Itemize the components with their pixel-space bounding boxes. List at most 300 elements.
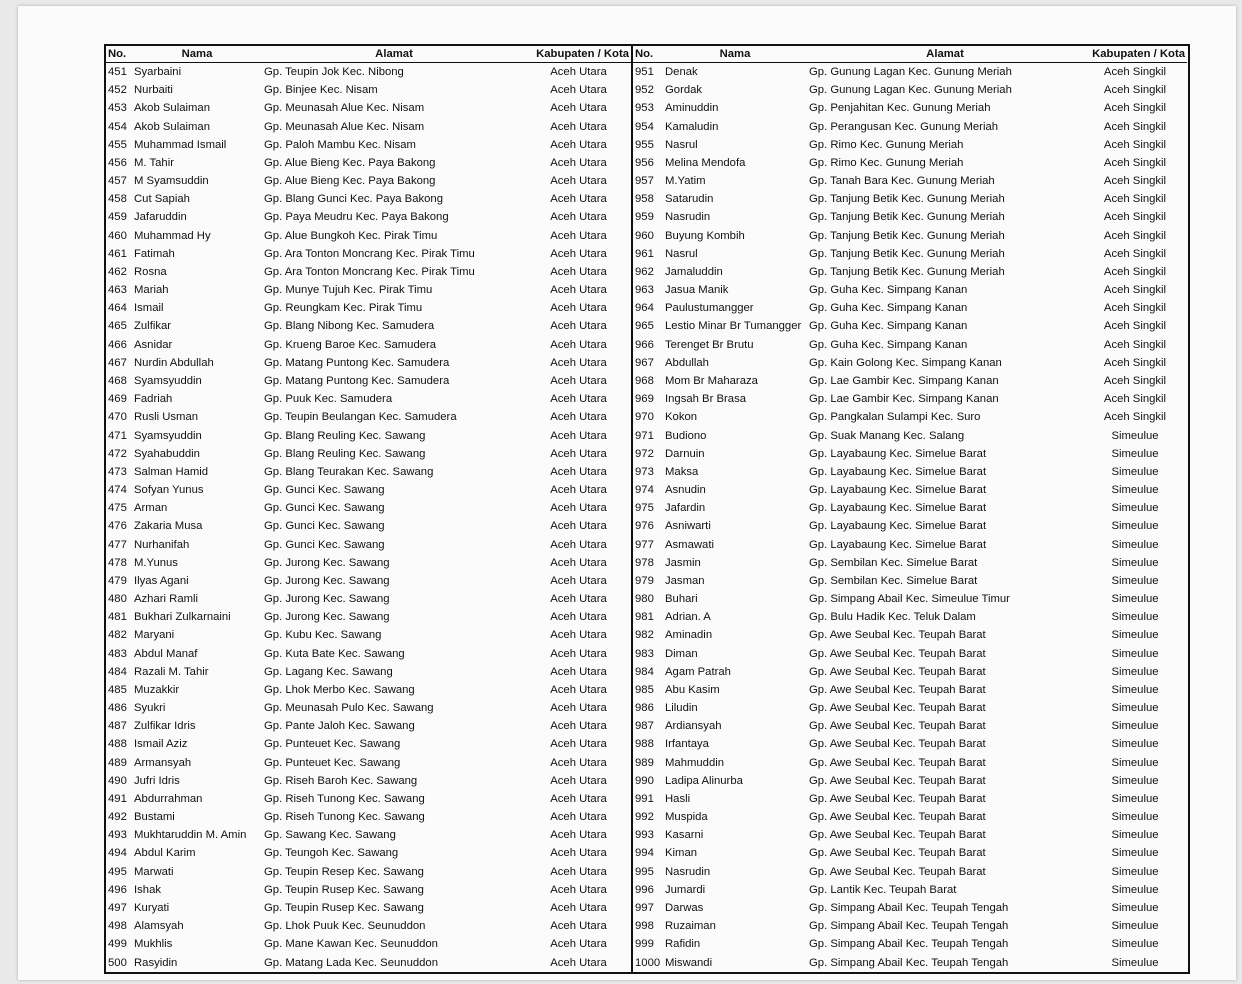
cell-nama: Muhammad Hy (134, 229, 211, 242)
cell-nama: Alamsyah (134, 920, 184, 933)
table-row (106, 808, 632, 826)
table-row (633, 863, 1187, 881)
cell-no: 474 (108, 484, 127, 497)
table-row (106, 499, 632, 517)
cell-alamat: Gp. Alue Bieng Kec. Paya Bakong (264, 175, 436, 188)
cell-alamat: Gp. Awe Seubal Kec. Teupah Barat (809, 702, 986, 715)
cell-no: 963 (635, 284, 654, 297)
table-row (106, 227, 632, 245)
cell-alamat: Gp. Meunasah Alue Kec. Nisam (264, 102, 425, 115)
table-row (633, 408, 1187, 426)
table-row (106, 172, 632, 190)
cell-no: 995 (635, 865, 654, 878)
table-row (106, 590, 632, 608)
cell-nama: Azhari Ramli (134, 593, 199, 606)
cell-no: 475 (108, 502, 127, 515)
table-row (633, 172, 1187, 190)
cell-nama: Zulfikar (134, 320, 172, 333)
cell-no: 461 (108, 247, 127, 260)
cell-kabupaten: Aceh Utara (550, 629, 607, 642)
cell-alamat: Gp. Munye Tujuh Kec. Pirak Timu (264, 284, 433, 297)
table-row (106, 517, 632, 535)
cell-kabupaten: Aceh Utara (550, 829, 607, 842)
cell-alamat: Gp. Meunasah Alue Kec. Nisam (264, 120, 425, 133)
cell-nama: Jufri Idris (134, 774, 180, 787)
cell-alamat: Gp. Awe Seubal Kec. Teupah Barat (809, 829, 986, 842)
cell-nama: Ismail Aziz (134, 738, 188, 751)
cell-nama: Abdul Karim (134, 847, 196, 860)
table-row (633, 844, 1187, 862)
table-row (633, 917, 1187, 935)
table-row (633, 245, 1187, 263)
cell-alamat: Gp. Gunci Kec. Sawang (264, 538, 385, 551)
cell-nama: Jumardi (665, 883, 706, 896)
cell-alamat: Gp. Jurong Kec. Sawang (264, 556, 390, 569)
cell-no: 969 (635, 393, 654, 406)
cell-nama: Ishak (134, 883, 162, 896)
cell-nama: Rosna (134, 265, 167, 278)
cell-alamat: Gp. Pangkalan Sulampi Kec. Suro (809, 411, 981, 424)
cell-alamat: Gp. Riseh Baroh Kec. Sawang (264, 774, 418, 787)
cell-kabupaten: Aceh Singkil (1103, 193, 1167, 206)
cell-kabupaten: Aceh Utara (550, 665, 607, 678)
cell-alamat: Gp. Kuta Bate Kec. Sawang (264, 647, 405, 660)
cell-no: 987 (635, 720, 654, 733)
cell-nama: Bustami (134, 811, 175, 824)
table-row (633, 317, 1187, 335)
table-row (633, 517, 1187, 535)
cell-nama: M Syamsuddin (134, 175, 209, 188)
cell-nama: Abdurrahman (134, 792, 203, 805)
cell-nama: Terenget Br Brutu (665, 338, 754, 351)
table-row (633, 154, 1187, 172)
cell-nama: Kasarni (665, 829, 704, 842)
cell-alamat: Gp. Simpang Abail Kec. Teupah Tengah (809, 901, 1009, 914)
cell-kabupaten: Aceh Singkil (1103, 120, 1167, 133)
cell-kabupaten: Simeulue (1111, 683, 1159, 696)
cell-alamat: Gp. Lhok Puuk Kec. Seunuddon (264, 920, 426, 933)
cell-kabupaten: Aceh Utara (550, 193, 607, 206)
cell-no: 477 (108, 538, 127, 551)
cell-nama: M. Tahir (134, 156, 174, 169)
cell-no: 951 (635, 66, 654, 79)
cell-no: 458 (108, 193, 127, 206)
table-row (633, 190, 1187, 208)
table-row (106, 881, 632, 899)
cell-alamat: Gp. Layabaung Kec. Simelue Barat (809, 447, 987, 460)
cell-kabupaten: Aceh Utara (550, 265, 607, 278)
cell-alamat: Gp. Lae Gambir Kec. Simpang Kanan (809, 375, 999, 387)
cell-alamat: Gp. Awe Seubal Kec. Teupah Barat (809, 720, 986, 733)
cell-nama: Cut Sapiah (134, 193, 190, 206)
table-row (633, 735, 1187, 753)
table-row (106, 554, 632, 572)
table-row (106, 735, 632, 753)
cell-alamat: Gp. Blang Nibong Kec. Samudera (264, 320, 435, 333)
cell-kabupaten: Aceh Utara (550, 138, 607, 151)
cell-alamat: Gp. Rimo Kec. Gunung Meriah (809, 156, 964, 169)
cell-alamat: Gp. Teupin Rusep Kec. Sawang (264, 901, 424, 914)
cell-no: 976 (635, 520, 654, 533)
cell-nama: M.Yunus (134, 556, 178, 569)
table-row (633, 299, 1187, 317)
cell-alamat: Gp. Tanjung Betik Kec. Gunung Meriah (809, 265, 1005, 278)
cell-no: 497 (108, 901, 127, 914)
table-row (633, 899, 1187, 917)
cell-alamat: Gp. Jurong Kec. Sawang (264, 611, 390, 624)
cell-alamat: Gp. Teupin Rusep Kec. Sawang (264, 883, 424, 896)
cell-no: 488 (108, 738, 127, 751)
cell-alamat: Gp. Simpang Abail Kec. Teupah Tengah (809, 920, 1009, 933)
cell-alamat: Gp. Gunci Kec. Sawang (264, 484, 385, 497)
cell-nama: Abdullah (665, 356, 709, 369)
cell-no: 489 (108, 756, 127, 769)
cell-nama: Sofyan Yunus (134, 484, 204, 497)
cell-no: 957 (635, 175, 654, 188)
cell-kabupaten: Aceh Utara (550, 593, 607, 606)
cell-nama: Miswandi (665, 956, 713, 969)
cell-kabupaten: Aceh Utara (550, 302, 607, 315)
cell-nama: Agam Patrah (665, 665, 731, 678)
table-row (106, 681, 632, 699)
cell-nama: Abdul Manaf (134, 647, 198, 660)
cell-nama: Asnidar (134, 338, 173, 351)
cell-kabupaten: Aceh Utara (550, 84, 607, 97)
table-row (106, 245, 632, 263)
cell-nama: Marwati (134, 865, 174, 878)
cell-alamat: Gp. Pante Jaloh Kec. Sawang (264, 720, 415, 733)
cell-alamat: Gp. Ara Tonton Moncrang Kec. Pirak Timu (264, 247, 475, 260)
table-row (633, 645, 1187, 663)
table-row (106, 81, 632, 99)
cell-kabupaten: Aceh Utara (550, 538, 607, 551)
cell-kabupaten: Aceh Utara (550, 411, 607, 424)
cell-no: 481 (108, 611, 127, 624)
cell-no: 983 (635, 647, 654, 660)
cell-alamat: Gp. Awe Seubal Kec. Teupah Barat (809, 865, 986, 878)
cell-nama: Mariah (134, 284, 169, 297)
cell-nama: Diman (665, 647, 698, 660)
cell-nama: Nurbaiti (134, 84, 173, 97)
cell-kabupaten: Simeulue (1111, 538, 1159, 551)
cell-nama: Syamsyuddin (134, 375, 202, 387)
cell-kabupaten: Simeulue (1111, 883, 1159, 896)
cell-nama: Ilyas Agani (134, 574, 189, 587)
cell-kabupaten: Aceh Utara (550, 938, 607, 951)
cell-alamat: Gp. Simpang Abail Kec. Simeulue Timur (809, 593, 1010, 606)
cell-no: 470 (108, 411, 127, 424)
cell-no: 463 (108, 284, 127, 297)
cell-kabupaten: Simeulue (1111, 520, 1159, 533)
cell-nama: Hasli (665, 792, 691, 805)
cell-kabupaten: Simeulue (1111, 938, 1159, 951)
cell-nama: Ismail (134, 302, 164, 315)
cell-kabupaten: Aceh Singkil (1103, 393, 1167, 406)
cell-kabupaten: Simeulue (1111, 647, 1159, 660)
table-row (633, 354, 1187, 372)
cell-alamat: Gp. Perangusan Kec. Gunung Meriah (809, 120, 999, 133)
cell-no: 469 (108, 393, 127, 406)
cell-nama: Mukhlis (134, 938, 173, 951)
header-nama: Nama (663, 46, 807, 63)
table-row (633, 99, 1187, 117)
cell-kabupaten: Aceh Singkil (1103, 411, 1167, 424)
table-row (633, 754, 1187, 772)
recipient-table-left (106, 46, 633, 972)
cell-no: 962 (635, 265, 654, 278)
cell-no: 984 (635, 665, 654, 678)
table-row (633, 554, 1187, 572)
cell-no: 960 (635, 229, 654, 242)
cell-no: 476 (108, 520, 127, 533)
table-row (633, 681, 1187, 699)
table-row (633, 826, 1187, 844)
table-row (106, 99, 632, 117)
cell-no: 484 (108, 665, 127, 678)
cell-no: 483 (108, 647, 127, 660)
cell-nama: Asnudin (665, 484, 706, 497)
cell-no: 975 (635, 502, 654, 515)
cell-alamat: Gp. Layabaung Kec. Simelue Barat (809, 538, 987, 551)
cell-nama: Jasmin (665, 556, 701, 569)
table-row (633, 481, 1187, 499)
table-row (106, 390, 632, 408)
cell-no: 999 (635, 938, 654, 951)
cell-alamat: Gp. Layabaung Kec. Simelue Barat (809, 520, 987, 533)
cell-alamat: Gp. Blang Teurakan Kec. Sawang (264, 465, 434, 478)
cell-kabupaten: Aceh Singkil (1103, 102, 1167, 115)
header-kabupaten: Kabupaten / Kota (1083, 46, 1187, 63)
cell-alamat: Gp. Awe Seubal Kec. Teupah Barat (809, 738, 986, 751)
cell-kabupaten: Aceh Utara (550, 465, 607, 478)
cell-no: 977 (635, 538, 654, 551)
cell-nama: Jafaruddin (134, 211, 187, 224)
cell-nama: Syukri (134, 702, 166, 715)
table-row (106, 190, 632, 208)
cell-nama: M.Yatim (665, 175, 706, 188)
cell-nama: Lestio Minar Br Tumangger (665, 320, 802, 333)
cell-nama: Akob Sulaiman (134, 102, 210, 115)
cell-alamat: Gp. Gunung Lagan Kec. Gunung Meriah (809, 66, 1012, 79)
cell-alamat: Gp. Matang Puntong Kec. Samudera (264, 356, 450, 369)
cell-no: 452 (108, 84, 127, 97)
cell-alamat: Gp. Awe Seubal Kec. Teupah Barat (809, 756, 986, 769)
cell-kabupaten: Aceh Singkil (1103, 338, 1167, 351)
cell-nama: Irfantaya (665, 738, 709, 751)
cell-kabupaten: Aceh Utara (550, 356, 607, 369)
cell-nama: Ruzaiman (665, 920, 716, 933)
cell-nama: Syamsyuddin (134, 429, 202, 442)
header-kabupaten: Kabupaten / Kota (526, 46, 632, 63)
cell-nama: Darwas (665, 901, 704, 914)
cell-no: 492 (108, 811, 127, 824)
cell-alamat: Gp. Punteuet Kec. Sawang (264, 738, 401, 751)
table-row (633, 81, 1187, 99)
cell-no: 472 (108, 447, 127, 460)
table-row (633, 336, 1187, 354)
cell-alamat: Gp. Suak Manang Kec. Salang (809, 429, 965, 442)
cell-no: 967 (635, 356, 654, 369)
cell-alamat: Gp. Reungkam Kec. Pirak Timu (264, 302, 423, 315)
table-header-row (106, 46, 632, 63)
cell-alamat: Gp. Paloh Mambu Kec. Nisam (264, 138, 416, 151)
cell-no: 989 (635, 756, 654, 769)
cell-nama: Nurhanifah (134, 538, 190, 551)
cell-nama: Kamaludin (665, 120, 719, 133)
cell-nama: Gordak (665, 84, 703, 97)
cell-nama: Nasrul (665, 247, 698, 260)
table-row (106, 772, 632, 790)
cell-kabupaten: Simeulue (1111, 611, 1159, 624)
cell-kabupaten: Aceh Singkil (1103, 356, 1167, 369)
table-row (106, 790, 632, 808)
cell-nama: Salman Hamid (134, 465, 209, 478)
cell-no: 961 (635, 247, 654, 260)
cell-alamat: Gp. Jurong Kec. Sawang (264, 574, 390, 587)
cell-nama: Kokon (665, 411, 698, 424)
cell-kabupaten: Aceh Utara (550, 211, 607, 224)
table-row (633, 208, 1187, 226)
cell-nama: Ingsah Br Brasa (665, 393, 747, 406)
cell-kabupaten: Simeulue (1111, 829, 1159, 842)
cell-no: 479 (108, 574, 127, 587)
cell-kabupaten: Aceh Utara (550, 792, 607, 805)
cell-no: 451 (108, 66, 127, 79)
cell-kabupaten: Aceh Utara (550, 320, 607, 333)
table-row (106, 263, 632, 281)
cell-nama: Nasrudin (665, 865, 711, 878)
cell-no: 968 (635, 375, 654, 387)
cell-nama: Asmawati (665, 538, 714, 551)
cell-no: 455 (108, 138, 127, 151)
table-row (106, 372, 632, 390)
cell-no: 972 (635, 447, 654, 460)
table-row (106, 118, 632, 136)
table-row (106, 136, 632, 154)
cell-no: 998 (635, 920, 654, 933)
table-row (106, 208, 632, 226)
cell-nama: Abu Kasim (665, 683, 720, 696)
cell-nama: Armansyah (134, 756, 192, 769)
cell-no: 454 (108, 120, 127, 133)
cell-kabupaten: Simeulue (1111, 465, 1159, 478)
cell-kabupaten: Aceh Utara (550, 611, 607, 624)
cell-nama: Liludin (665, 702, 698, 715)
cell-no: 490 (108, 774, 127, 787)
cell-alamat: Gp. Jurong Kec. Sawang (264, 593, 390, 606)
table-row (106, 354, 632, 372)
cell-kabupaten: Aceh Singkil (1103, 175, 1167, 188)
cell-kabupaten: Aceh Utara (550, 393, 607, 406)
table-row (106, 935, 632, 953)
cell-no: 974 (635, 484, 654, 497)
cell-nama: Rusli Usman (134, 411, 199, 424)
cell-no: 952 (635, 84, 654, 97)
cell-nama: Zakaria Musa (134, 520, 203, 533)
cell-nama: Nurdin Abdullah (134, 356, 214, 369)
cell-no: 460 (108, 229, 127, 242)
cell-alamat: Gp. Krueng Baroe Kec. Samudera (264, 338, 437, 351)
cell-alamat: Gp. Riseh Tunong Kec. Sawang (264, 792, 425, 805)
cell-nama: Mom Br Maharaza (665, 375, 758, 387)
cell-nama: Paulustumangger (665, 302, 754, 315)
cell-alamat: Gp. Guha Kec. Simpang Kanan (809, 338, 968, 351)
cell-nama: Bukhari Zulkarnaini (134, 611, 231, 624)
cell-no: 988 (635, 738, 654, 751)
cell-no: 493 (108, 829, 127, 842)
table-row (106, 899, 632, 917)
cell-kabupaten: Aceh Singkil (1103, 320, 1167, 333)
table-row (633, 808, 1187, 826)
cell-nama: Denak (665, 66, 698, 79)
cell-kabupaten: Simeulue (1111, 447, 1159, 460)
cell-nama: Fatimah (134, 247, 175, 260)
cell-alamat: Gp. Lhok Merbo Kec. Sawang (264, 683, 415, 696)
cell-kabupaten: Simeulue (1111, 429, 1159, 442)
cell-kabupaten: Aceh Utara (550, 338, 607, 351)
cell-kabupaten: Aceh Utara (550, 811, 607, 824)
cell-kabupaten: Aceh Utara (550, 738, 607, 751)
cell-alamat: Gp. Riseh Tunong Kec. Sawang (264, 811, 425, 824)
cell-nama: Melina Mendofa (665, 156, 746, 169)
cell-kabupaten: Aceh Singkil (1103, 84, 1167, 97)
cell-no: 487 (108, 720, 127, 733)
table-row (633, 136, 1187, 154)
cell-no: 982 (635, 629, 654, 642)
table-row (106, 645, 632, 663)
cell-no: 954 (635, 120, 654, 133)
cell-no: 1000 (635, 956, 661, 969)
table-row (633, 263, 1187, 281)
cell-alamat: Gp. Awe Seubal Kec. Teupah Barat (809, 792, 986, 805)
cell-no: 498 (108, 920, 127, 933)
table-row (633, 426, 1187, 444)
cell-kabupaten: Aceh Utara (550, 574, 607, 587)
cell-no: 494 (108, 847, 127, 860)
cell-no: 971 (635, 429, 654, 442)
cell-no: 978 (635, 556, 654, 569)
table-row (106, 481, 632, 499)
table-row (106, 463, 632, 481)
cell-kabupaten: Aceh Utara (550, 920, 607, 933)
table-row (633, 881, 1187, 899)
cell-no: 457 (108, 175, 127, 188)
cell-alamat: Gp. Teupin Beulangan Kec. Samudera (264, 411, 457, 424)
cell-alamat: Gp. Layabaung Kec. Simelue Barat (809, 465, 987, 478)
cell-no: 965 (635, 320, 654, 333)
cell-no: 993 (635, 829, 654, 842)
cell-alamat: Gp. Teupin Resep Kec. Sawang (264, 865, 424, 878)
cell-kabupaten: Simeulue (1111, 556, 1159, 569)
table-row (106, 317, 632, 335)
cell-kabupaten: Simeulue (1111, 593, 1159, 606)
cell-alamat: Gp. Alue Bieng Kec. Paya Bakong (264, 156, 436, 169)
cell-kabupaten: Simeulue (1111, 484, 1159, 497)
table-row (106, 299, 632, 317)
cell-no: 958 (635, 193, 654, 206)
table-row (633, 390, 1187, 408)
cell-kabupaten: Aceh Singkil (1103, 302, 1167, 315)
cell-nama: Jamaluddin (665, 265, 723, 278)
cell-alamat: Gp. Puuk Kec. Samudera (264, 393, 393, 406)
cell-alamat: Gp. Tanah Bara Kec. Gunung Meriah (809, 175, 995, 188)
table-row (106, 863, 632, 881)
cell-alamat: Gp. Awe Seubal Kec. Teupah Barat (809, 774, 986, 787)
cell-nama: Buyung Kombih (665, 229, 745, 242)
cell-kabupaten: Simeulue (1111, 847, 1159, 860)
cell-nama: Akob Sulaiman (134, 120, 210, 133)
cell-no: 997 (635, 901, 654, 914)
